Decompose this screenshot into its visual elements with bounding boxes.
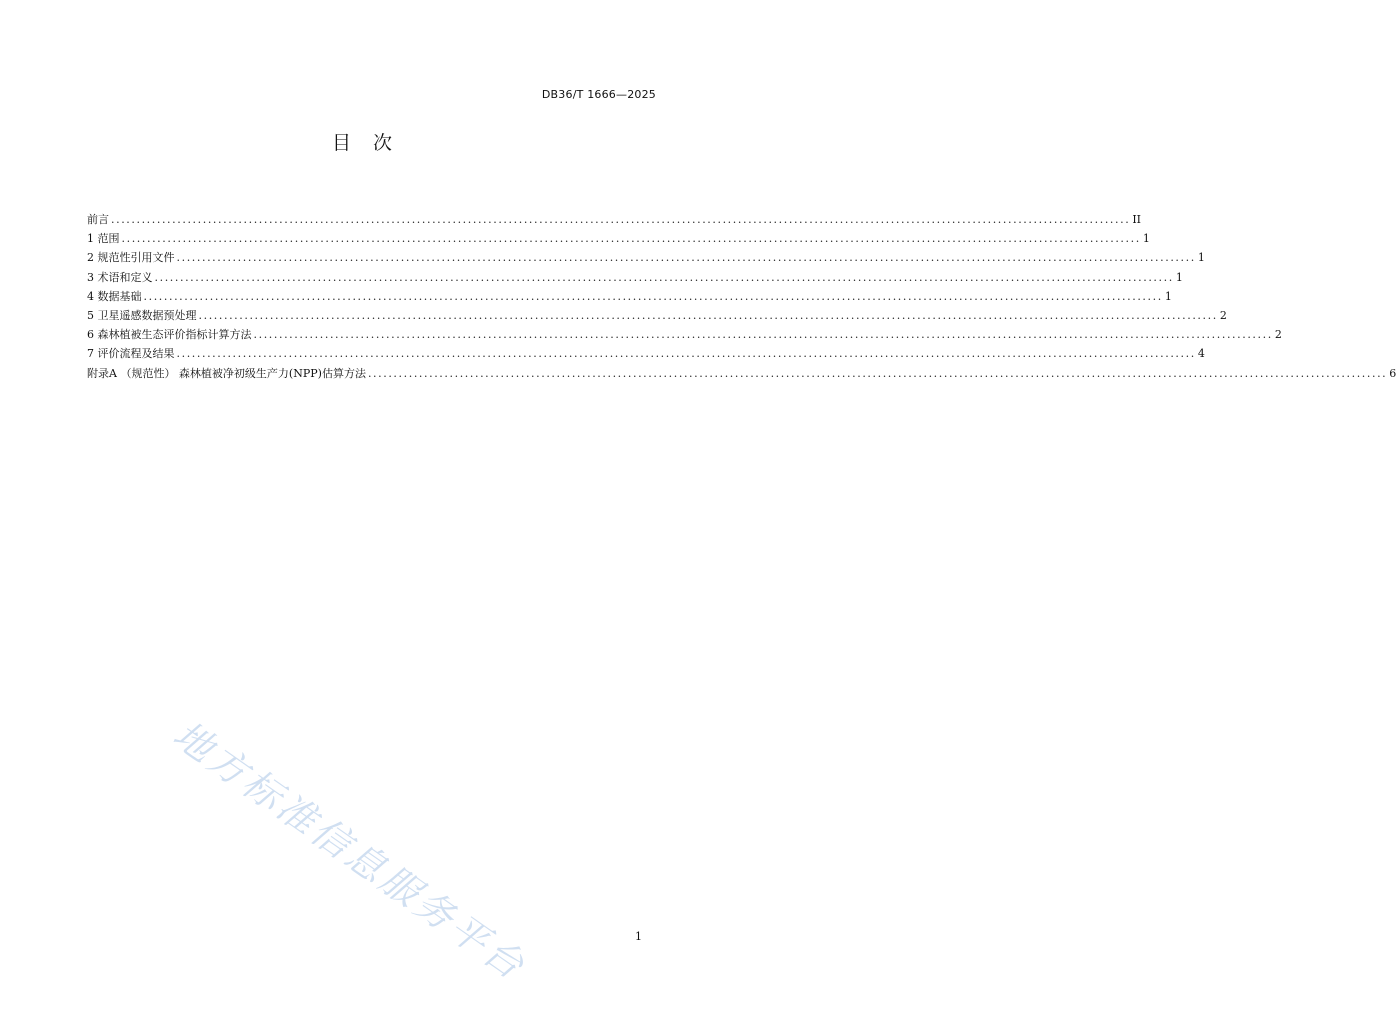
- toc-entry[interactable]: [87, 268, 1183, 287]
- page-number: 1: [635, 930, 642, 943]
- toc-entry-page: 4: [1197, 347, 1205, 361]
- toc-entry[interactable]: [87, 287, 1172, 306]
- page-title: 目次: [331, 132, 414, 154]
- document-code: DB36/T 1666—2025: [541, 88, 656, 101]
- toc-entry[interactable]: [87, 210, 1142, 229]
- toc-entry-page: 1: [1197, 251, 1205, 265]
- toc-leader-dots: ........................................................................................................................................................................................................: [367, 366, 1388, 380]
- toc-entry-page: 6: [1389, 366, 1396, 380]
- toc-entry-page: 1: [1164, 289, 1172, 303]
- toc-leader-dots: ........................................................................................................................................................................................................: [253, 328, 1273, 342]
- toc-entry-page: 1: [1142, 232, 1150, 246]
- watermark: 地方标准信息服务平台: [165, 712, 535, 990]
- toc-entry-label: 2 规范性引用文件: [87, 251, 175, 265]
- toc-entry[interactable]: [87, 306, 1227, 325]
- toc-entry[interactable]: [87, 248, 1205, 267]
- toc-entry[interactable]: [87, 229, 1150, 248]
- toc-entry-page: 2: [1274, 328, 1282, 342]
- toc-leader-dots: ........................................................................................................................................................................................................: [176, 251, 1196, 265]
- toc-entry-label: 7 评价流程及结果: [87, 347, 175, 361]
- toc-leader-dots: ........................................................................................................................................................................................................: [154, 270, 1174, 284]
- toc-leader-dots: ........................................................................................................................................................................................................: [121, 232, 1141, 246]
- toc-entry-page: II: [1132, 213, 1142, 226]
- table-of-contents: [87, 210, 1396, 383]
- toc-entry[interactable]: [87, 344, 1205, 363]
- toc-entry-label: 6 森林植被生态评价指标计算方法: [87, 328, 252, 342]
- toc-entry-label: 1 范围: [87, 232, 120, 246]
- toc-entry-label: 5 卫星遥感数据预处理: [87, 308, 197, 322]
- toc-entry[interactable]: [87, 325, 1282, 344]
- toc-leader-dots: ........................................................................................................................................................................................................: [176, 347, 1196, 361]
- toc-entry-label: 前言: [87, 213, 109, 226]
- toc-entry-page: 2: [1219, 308, 1227, 322]
- toc-entry[interactable]: [87, 364, 1396, 383]
- toc-leader-dots: ........................................................................................................................................................................................................: [198, 308, 1218, 322]
- toc-entry-label: 4 数据基础: [87, 289, 142, 303]
- toc-leader-dots: ........................................................................................................................................................................................................: [111, 213, 1131, 226]
- toc-entry-page: 1: [1175, 270, 1183, 284]
- toc-entry-label: 3 术语和定义: [87, 270, 153, 284]
- toc-entry-label: 附录A （规范性） 森林植被净初级生产力(NPP)估算方法: [87, 366, 366, 380]
- toc-leader-dots: ........................................................................................................................................................................................................: [143, 289, 1163, 303]
